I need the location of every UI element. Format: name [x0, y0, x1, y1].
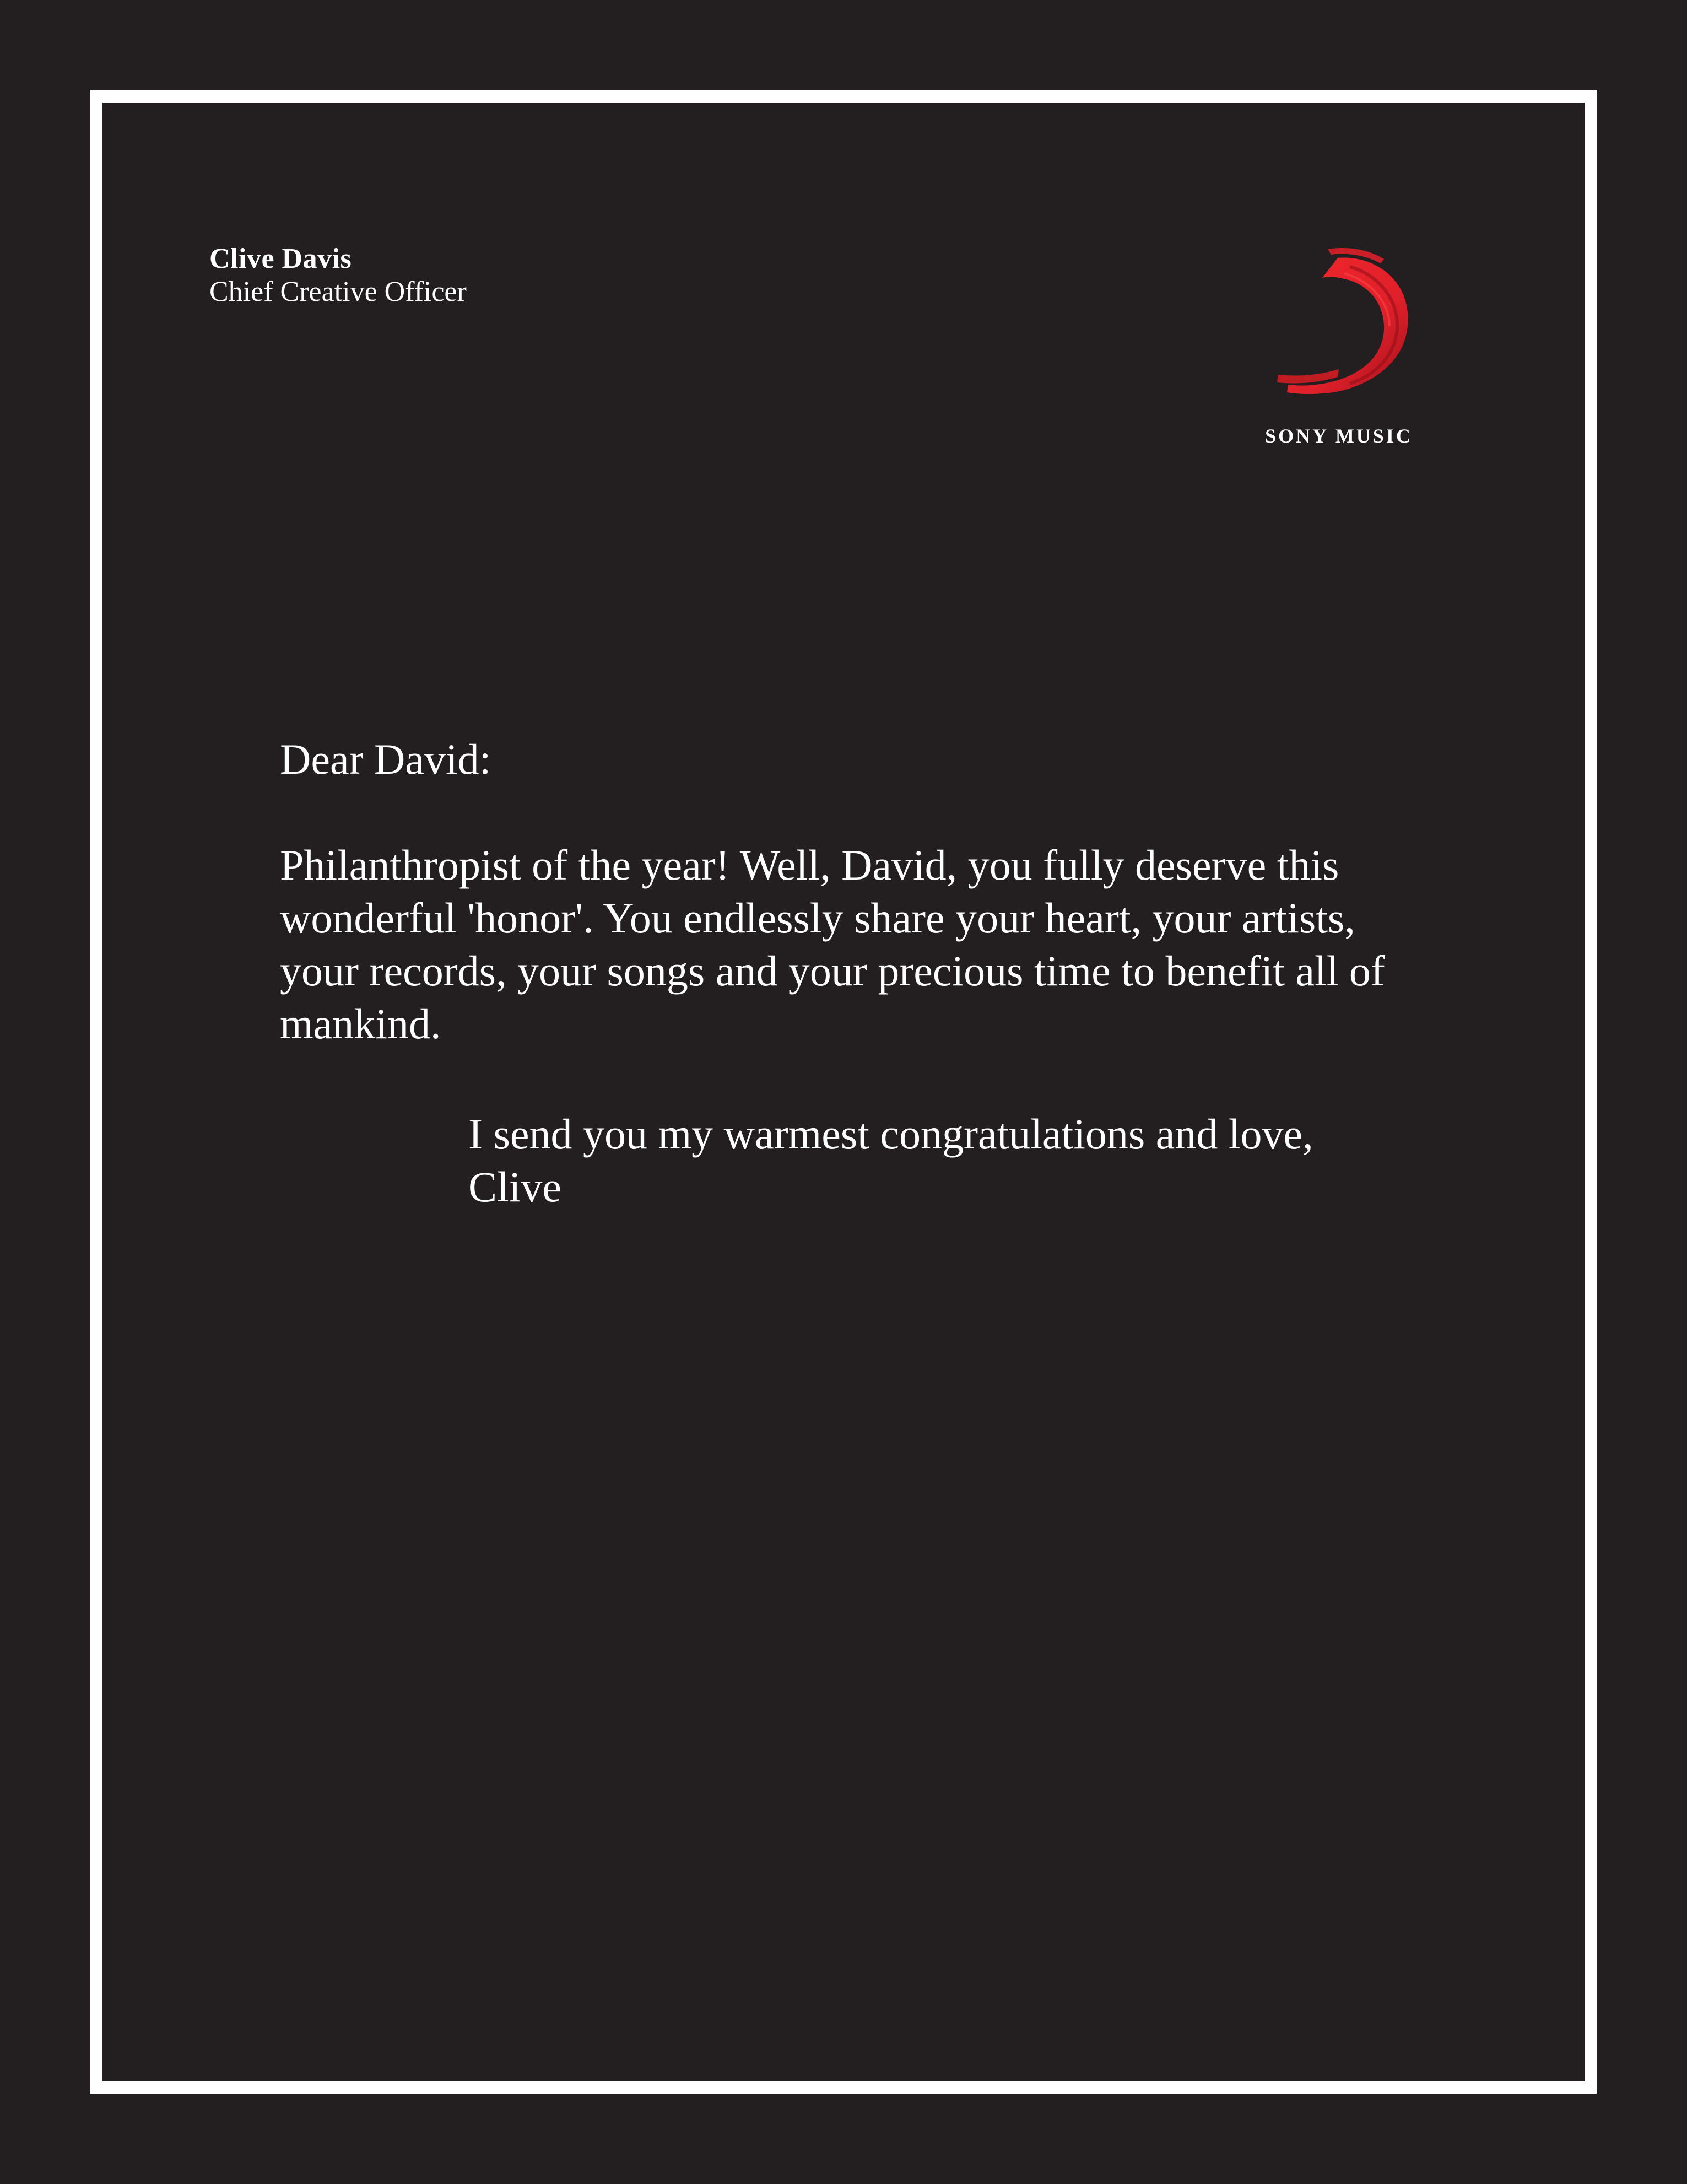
- letterhead-sender: [209, 242, 467, 309]
- letter-closing: [468, 1108, 1313, 1214]
- salutation: Dear David:: [280, 735, 491, 783]
- closing-line: I send you my warmest congratulations and love,: [468, 1110, 1313, 1158]
- sender-name: Clive Davis: [209, 243, 352, 274]
- sony-music-brushstroke-icon: [1267, 242, 1421, 408]
- letter-paragraph: Philanthropist of the year! Well, David, you fully deserve this wonderful 'honor'. You endlessly share your heart, your artists, your records, your songs and your precious time to benefit all of mankind.: [280, 841, 1385, 1048]
- signature: Clive: [468, 1163, 561, 1211]
- logo-text: SONY MUSIC: [1265, 425, 1413, 447]
- sender-title: Chief Creative Officer: [209, 276, 467, 308]
- sony-music-logo: [1245, 242, 1432, 452]
- letter-body: [280, 733, 1437, 1050]
